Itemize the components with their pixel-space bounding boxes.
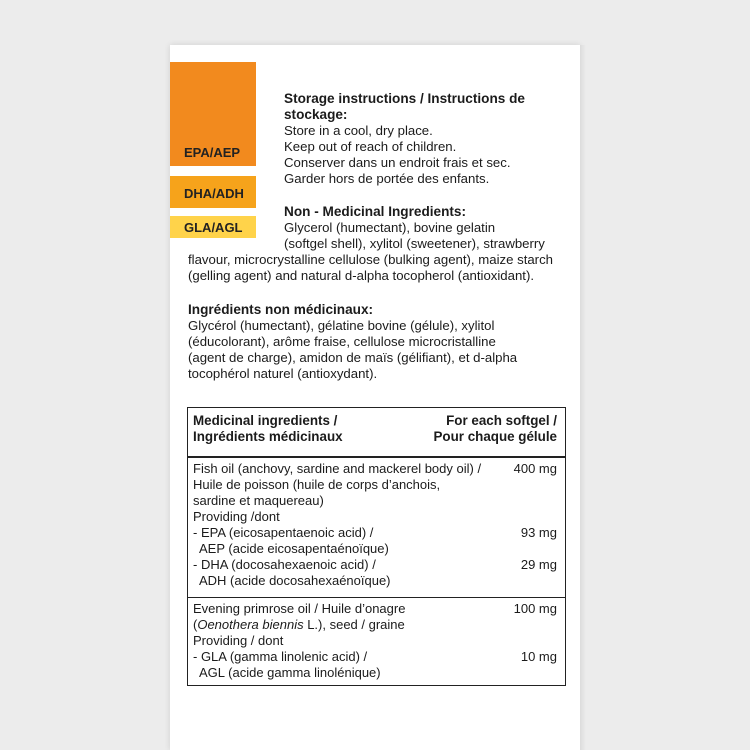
tab-epa-label: EPA/AEP <box>184 145 241 160</box>
row-quantity: 29 mg <box>520 557 557 572</box>
row-text: sardine et maquereau) <box>193 493 324 508</box>
non-medicinal-fr-line: tocophérol naturel (antioxydant). <box>188 366 378 381</box>
table-row-species <box>193 617 559 633</box>
row-text: Evening primrose oil / Huile d’onagre <box>193 601 406 616</box>
row-quantity: 10 mg <box>520 649 557 664</box>
header-ingredients <box>193 413 343 445</box>
row-text: Fish oil (anchovy, sardine and mackerel body oil) / <box>193 461 482 476</box>
species-pre: ( <box>193 617 198 632</box>
table-header <box>188 408 565 458</box>
header-per-softgel-en: For each softgel / <box>446 413 557 428</box>
table-row-gla <box>193 649 559 681</box>
row-text: - GLA (gamma linolenic acid) / <box>193 649 368 664</box>
table-row-evening-primrose <box>193 601 559 617</box>
non-medicinal-en-line: Glycerol (humectant), bovine gelatin <box>284 220 496 235</box>
row-text: AGL (acide gamma linolénique) <box>199 665 381 680</box>
header-per-softgel-fr: Pour chaque gélule <box>433 429 557 444</box>
table-row-providing-2 <box>193 633 559 649</box>
species-latin-name: Oenothera biennis <box>197 617 304 632</box>
species-post: L.), seed / graine <box>303 617 405 632</box>
storage-instructions <box>284 91 574 187</box>
tab-epa <box>170 62 256 166</box>
non-medicinal-fr-line: (agent de charge), amidon de maïs (gélifiant), et d-alpha <box>188 350 518 365</box>
row-text: - EPA (eicosapentaenoic acid) / <box>193 525 374 540</box>
table-divider <box>188 597 565 598</box>
table-row-providing <box>193 509 559 525</box>
storage-line: Store in a cool, dry place. <box>284 123 433 138</box>
storage-line: Conserver dans un endroit frais et sec. <box>284 155 511 170</box>
non-medicinal-fr <box>188 302 570 382</box>
row-text: Providing / dont <box>193 633 284 648</box>
storage-line: Garder hors de portée des enfants. <box>284 171 490 186</box>
non-medicinal-en-continued <box>188 252 570 284</box>
header-per-softgel <box>433 413 557 445</box>
tab-gla-label: GLA/AGL <box>184 220 243 235</box>
row-text: - DHA (docosahexaenoic acid) / <box>193 557 376 572</box>
storage-line: Keep out of reach of children. <box>284 139 457 154</box>
tab-dha <box>170 176 256 208</box>
non-medicinal-fr-line: (éducolorant), arôme fraise, cellulose microcristalline <box>188 334 496 349</box>
storage-heading: Storage instructions / Instructions de stockage: <box>284 91 525 122</box>
tab-dha-label: DHA/ADH <box>184 186 244 201</box>
non-medicinal-fr-heading: Ingrédients non médicinaux: <box>188 302 374 317</box>
non-medicinal-en-line: (gelling agent) and natural d-alpha tocopherol (antioxidant). <box>188 268 535 283</box>
row-quantity: 93 mg <box>520 525 557 540</box>
non-medicinal-fr-line: Glycérol (humectant), gélatine bovine (gélule), xylitol <box>188 318 495 333</box>
row-quantity: 100 mg <box>513 601 557 616</box>
non-medicinal-en-line: flavour, microcrystalline cellulose (bulking agent), maize starch <box>188 252 554 267</box>
non-medicinal-en <box>284 204 574 252</box>
non-medicinal-en-line: (softgel shell), xylitol (sweetener), strawberry <box>284 236 545 251</box>
box-side-edge <box>580 45 586 750</box>
row-text: Huile de poisson (huile de corps d’anchois, <box>193 477 441 492</box>
header-ingredients-fr: Ingrédients médicinaux <box>193 429 343 444</box>
row-text <box>193 617 559 633</box>
medicinal-ingredients-table <box>187 407 566 686</box>
table-row-dha <box>193 557 559 589</box>
row-text: Providing /dont <box>193 509 280 524</box>
header-ingredients-en: Medicinal ingredients / <box>193 413 338 428</box>
non-medicinal-en-heading: Non - Medicinal Ingredients: <box>284 204 467 219</box>
table-row-fish-oil <box>193 461 559 509</box>
row-text: AEP (acide eicosapentaénoïque) <box>199 541 389 556</box>
tab-gla <box>170 216 256 238</box>
row-text: ADH (acide docosahexaénoïque) <box>199 573 391 588</box>
row-quantity: 400 mg <box>513 461 557 476</box>
table-row-epa <box>193 525 559 557</box>
